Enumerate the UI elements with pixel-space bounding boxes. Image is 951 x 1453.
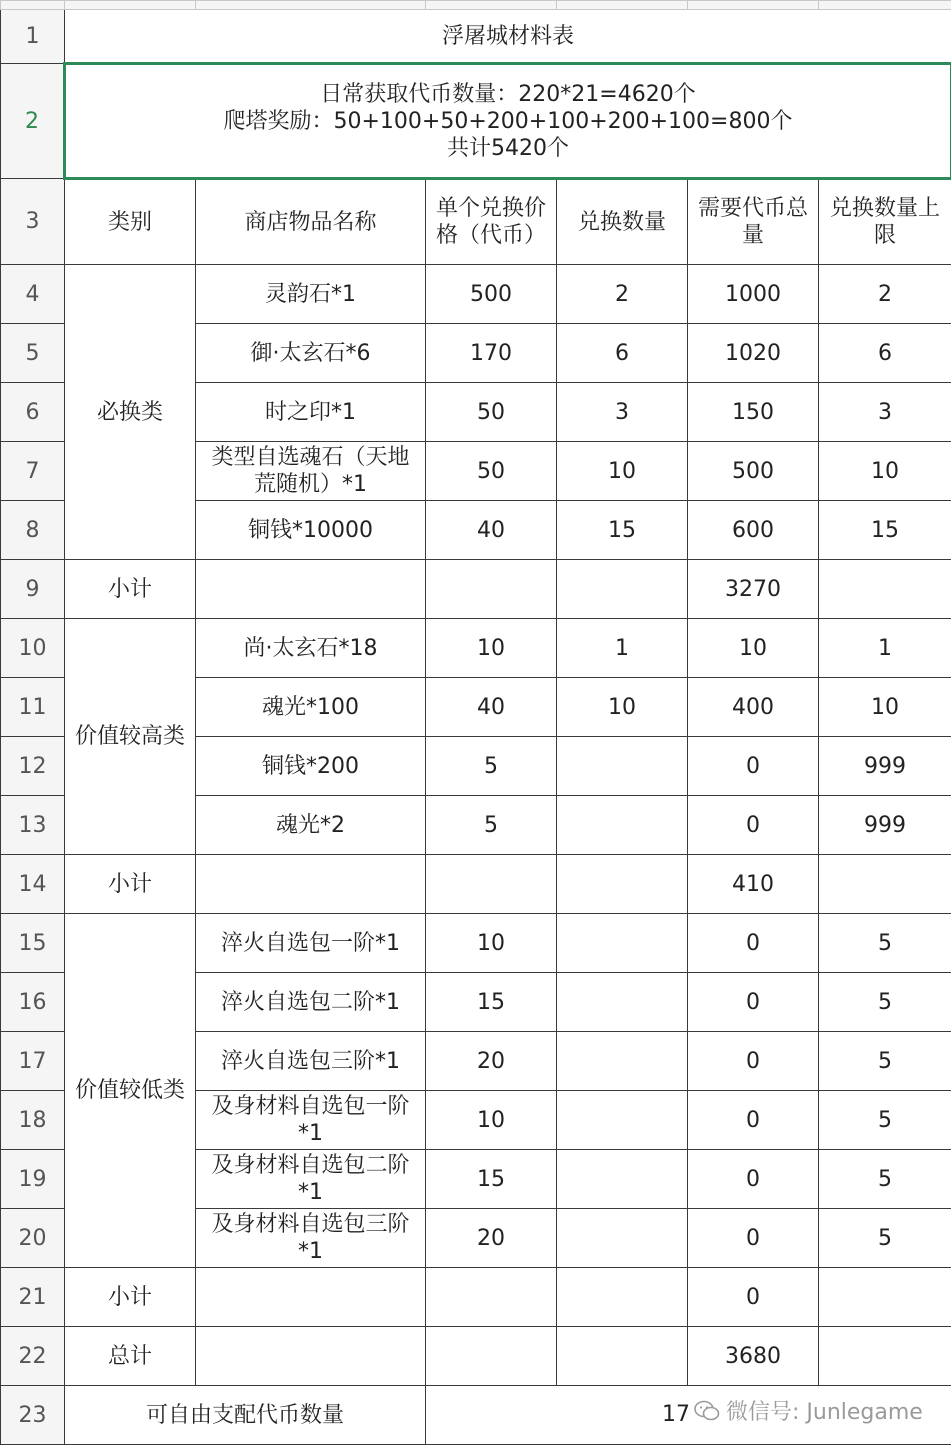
header-quantity[interactable]: 兑换数量: [557, 179, 688, 265]
item-name-line1: 及身材料自选包二阶: [211, 1153, 410, 1178]
total-tokens[interactable]: 150: [688, 383, 819, 442]
unit-price[interactable]: 40: [426, 678, 557, 737]
total-tokens[interactable]: 10: [688, 619, 819, 678]
row-number[interactable]: 21: [1, 1268, 65, 1327]
empty-cell[interactable]: [196, 560, 426, 619]
empty-cell[interactable]: [426, 1268, 557, 1327]
unit-price[interactable]: 10: [426, 1091, 557, 1150]
quantity[interactable]: 2: [557, 265, 688, 324]
grand-total-label[interactable]: 总计: [65, 1327, 196, 1386]
item-name-line2: *1: [298, 1180, 323, 1205]
empty-cell[interactable]: [196, 1268, 426, 1327]
item-name[interactable]: [196, 1091, 426, 1150]
total-tokens[interactable]: 0: [688, 1032, 819, 1091]
limit[interactable]: 5: [819, 914, 951, 973]
row-number[interactable]: 22: [1, 1327, 65, 1386]
row-number[interactable]: 18: [1, 1091, 65, 1150]
watermark-text: 微信号: Junlegame: [726, 1400, 923, 1425]
limit[interactable]: 5: [819, 1209, 951, 1268]
empty-cell[interactable]: [819, 855, 951, 914]
total-tokens[interactable]: 0: [688, 1150, 819, 1209]
row-number[interactable]: 6: [1, 383, 65, 442]
header-unit-price[interactable]: [426, 179, 557, 265]
row-number[interactable]: 2: [1, 64, 65, 179]
unit-price[interactable]: 5: [426, 737, 557, 796]
quantity[interactable]: 1: [557, 619, 688, 678]
item-name[interactable]: [196, 442, 426, 501]
quantity[interactable]: [557, 737, 688, 796]
total-tokens[interactable]: 400: [688, 678, 819, 737]
row-number[interactable]: 1: [1, 10, 65, 64]
info-line-total: 共计5420个: [447, 135, 569, 161]
item-name-line1: 类型自选魂石（天地: [211, 445, 410, 470]
header-total-line2: 量: [741, 223, 764, 248]
header-total-line1: 需要代币总: [697, 196, 808, 221]
empty-cell[interactable]: [426, 560, 557, 619]
quantity[interactable]: [557, 796, 688, 855]
item-name-line2: *1: [298, 1121, 323, 1146]
limit[interactable]: 5: [819, 973, 951, 1032]
item-name[interactable]: 尚·太玄石*18: [196, 619, 426, 678]
total-tokens[interactable]: 0: [688, 737, 819, 796]
empty-cell[interactable]: [557, 560, 688, 619]
row-number[interactable]: 15: [1, 914, 65, 973]
limit[interactable]: 1: [819, 619, 951, 678]
subtotal-label[interactable]: 小计: [65, 1268, 196, 1327]
unit-price[interactable]: 5: [426, 796, 557, 855]
info-line-daily: 日常获取代币数量：220*21=4620个: [320, 81, 696, 107]
item-name[interactable]: 淬火自选包三阶*1: [196, 1032, 426, 1091]
header-unit-price-line2: 格（代币）: [435, 223, 546, 248]
empty-cell[interactable]: [819, 560, 951, 619]
unit-price[interactable]: 20: [426, 1209, 557, 1268]
group-high[interactable]: 价值较高类: [65, 619, 196, 855]
subtotal-low[interactable]: 0: [688, 1268, 819, 1327]
row-number[interactable]: 14: [1, 855, 65, 914]
total-tokens[interactable]: 1000: [688, 265, 819, 324]
empty-cell[interactable]: [426, 855, 557, 914]
total-tokens[interactable]: 0: [688, 1209, 819, 1268]
item-name[interactable]: 淬火自选包二阶*1: [196, 973, 426, 1032]
item-name-line2: *1: [298, 1239, 323, 1264]
row-number[interactable]: 5: [1, 324, 65, 383]
limit[interactable]: 5: [819, 1091, 951, 1150]
unit-price[interactable]: 10: [426, 619, 557, 678]
empty-cell[interactable]: [819, 1268, 951, 1327]
quantity[interactable]: [557, 1091, 688, 1150]
item-name[interactable]: 魂光*100: [196, 678, 426, 737]
group-must[interactable]: 必换类: [65, 265, 196, 560]
quantity[interactable]: [557, 1150, 688, 1209]
item-name[interactable]: [196, 1150, 426, 1209]
wechat-icon: [694, 1400, 720, 1422]
column-header-f[interactable]: [819, 1, 951, 10]
row-number[interactable]: 9: [1, 560, 65, 619]
row-number[interactable]: 10: [1, 619, 65, 678]
row-number[interactable]: 17: [1, 1032, 65, 1091]
item-name[interactable]: 淬火自选包一阶*1: [196, 914, 426, 973]
quantity[interactable]: [557, 973, 688, 1032]
column-header-d[interactable]: [557, 1, 688, 10]
row-number[interactable]: 11: [1, 678, 65, 737]
row-number[interactable]: 23: [1, 1386, 65, 1445]
unit-price[interactable]: 20: [426, 1032, 557, 1091]
sheet-title[interactable]: 浮屠城材料表: [65, 10, 951, 64]
free-tokens-label[interactable]: 可自由支配代币数量: [65, 1386, 426, 1445]
unit-price[interactable]: 500: [426, 265, 557, 324]
row-number[interactable]: 16: [1, 973, 65, 1032]
quantity[interactable]: [557, 1209, 688, 1268]
item-name-line2: 荒随机）*1: [254, 472, 367, 497]
row-number[interactable]: 12: [1, 737, 65, 796]
limit[interactable]: 5: [819, 1032, 951, 1091]
limit[interactable]: 2: [819, 265, 951, 324]
row-number[interactable]: 3: [1, 179, 65, 265]
total-tokens[interactable]: 0: [688, 1091, 819, 1150]
unit-price[interactable]: 15: [426, 1150, 557, 1209]
quantity[interactable]: 6: [557, 324, 688, 383]
corner-cell[interactable]: [1, 1, 65, 10]
free-tokens-value-partial: 17: [662, 1402, 690, 1427]
column-header-c[interactable]: [426, 1, 557, 10]
total-tokens[interactable]: 500: [688, 442, 819, 501]
group-low[interactable]: 价值较低类: [65, 914, 196, 1268]
quantity[interactable]: 10: [557, 442, 688, 501]
row-number[interactable]: 19: [1, 1150, 65, 1209]
unit-price[interactable]: 10: [426, 914, 557, 973]
column-header-a[interactable]: [65, 1, 196, 10]
header-limit[interactable]: [819, 179, 951, 265]
limit[interactable]: 6: [819, 324, 951, 383]
subtotal-label[interactable]: 小计: [65, 855, 196, 914]
grand-total-value[interactable]: 3680: [688, 1327, 819, 1386]
row-number[interactable]: 20: [1, 1209, 65, 1268]
header-unit-price-line1: 单个兑换价: [435, 196, 546, 221]
empty-cell[interactable]: [196, 855, 426, 914]
wechat-watermark: [694, 1395, 923, 1426]
column-header-e[interactable]: [688, 1, 819, 10]
item-name[interactable]: 灵韵石*1: [196, 265, 426, 324]
quantity[interactable]: 3: [557, 383, 688, 442]
unit-price[interactable]: 40: [426, 501, 557, 560]
item-name[interactable]: 魂光*2: [196, 796, 426, 855]
item-name[interactable]: 铜钱*10000: [196, 501, 426, 560]
header-item-name[interactable]: 商店物品名称: [196, 179, 426, 265]
row-number[interactable]: 13: [1, 796, 65, 855]
header-total-tokens[interactable]: [688, 179, 819, 265]
row-number[interactable]: 7: [1, 442, 65, 501]
quantity[interactable]: 10: [557, 678, 688, 737]
item-name-line1: 及身材料自选包一阶: [211, 1094, 410, 1119]
limit[interactable]: 3: [819, 383, 951, 442]
limit[interactable]: 5: [819, 1150, 951, 1209]
item-name[interactable]: [196, 1209, 426, 1268]
total-tokens[interactable]: 0: [688, 914, 819, 973]
total-tokens[interactable]: 0: [688, 796, 819, 855]
row-number[interactable]: 4: [1, 265, 65, 324]
column-header-b[interactable]: [196, 1, 426, 10]
quantity[interactable]: [557, 914, 688, 973]
empty-cell[interactable]: [426, 1327, 557, 1386]
quantity[interactable]: 15: [557, 501, 688, 560]
item-name[interactable]: 时之印*1: [196, 383, 426, 442]
subtotal-must[interactable]: 3270: [688, 560, 819, 619]
subtotal-label[interactable]: 小计: [65, 560, 196, 619]
item-name[interactable]: 御·太玄石*6: [196, 324, 426, 383]
quantity[interactable]: [557, 1032, 688, 1091]
unit-price[interactable]: 15: [426, 973, 557, 1032]
total-tokens[interactable]: 600: [688, 501, 819, 560]
item-name[interactable]: 铜钱*200: [196, 737, 426, 796]
limit[interactable]: 999: [819, 796, 951, 855]
empty-cell[interactable]: [196, 1327, 426, 1386]
header-limit-line1: 兑换数量上: [829, 196, 940, 221]
subtotal-high[interactable]: 410: [688, 855, 819, 914]
empty-cell[interactable]: [819, 1327, 951, 1386]
unit-price[interactable]: 50: [426, 383, 557, 442]
limit[interactable]: 999: [819, 737, 951, 796]
empty-cell[interactable]: [557, 1268, 688, 1327]
row-number[interactable]: 8: [1, 501, 65, 560]
empty-cell[interactable]: [557, 855, 688, 914]
item-name-line1: 及身材料自选包三阶: [211, 1212, 410, 1237]
header-limit-line2: 限: [873, 223, 896, 248]
empty-cell[interactable]: [557, 1327, 688, 1386]
header-category[interactable]: 类别: [65, 179, 196, 265]
total-tokens[interactable]: 0: [688, 973, 819, 1032]
unit-price[interactable]: 50: [426, 442, 557, 501]
limit[interactable]: 10: [819, 442, 951, 501]
limit[interactable]: 15: [819, 501, 951, 560]
unit-price[interactable]: 170: [426, 324, 557, 383]
total-tokens[interactable]: 1020: [688, 324, 819, 383]
info-line-tower: 爬塔奖励：50+100+50+200+100+200+100=800个: [223, 108, 793, 134]
limit[interactable]: 10: [819, 678, 951, 737]
info-cell-selected[interactable]: [65, 64, 951, 179]
column-header-strip: [1, 1, 951, 10]
